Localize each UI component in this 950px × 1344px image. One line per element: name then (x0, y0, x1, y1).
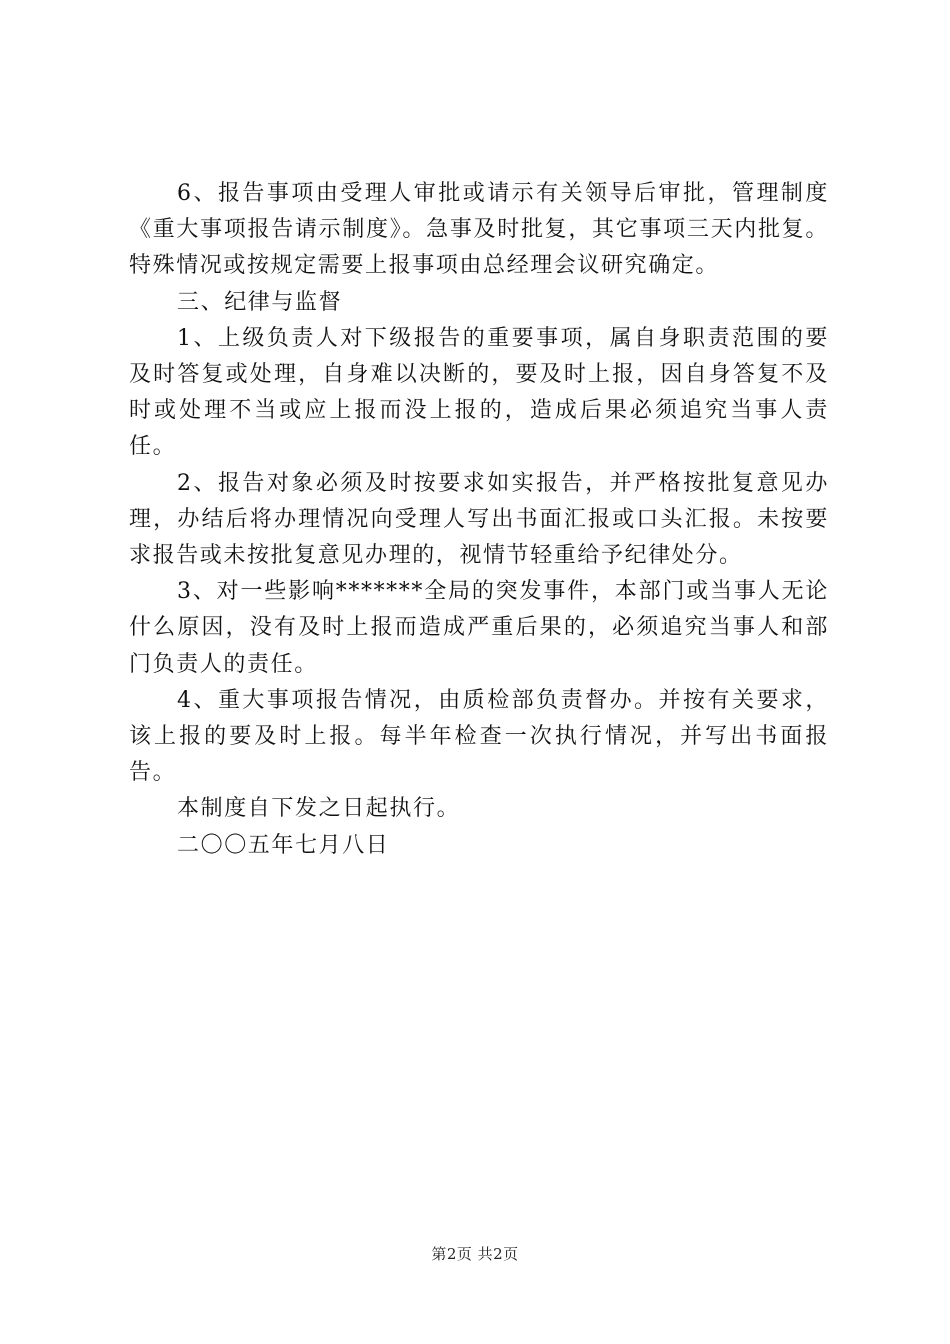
paragraph-discipline-2: 2、报告对象必须及时按要求如实报告，并严格按批复意见办理，办结后将办理情况向受理人写出书面汇报或口头汇报。未按要求报告或未按批复意见办理的，视情节轻重给予纪律处分。 (129, 470, 829, 569)
paragraph-discipline-4: 4、重大事项报告情况，由质检部负责督办。并按有关要求，该上报的要及时上报。每半年检查一次执行情况，并写出书面报告。 (129, 687, 829, 786)
document-body (129, 176, 829, 864)
paragraph-discipline-3: 3、对一些影响*******全局的突发事件，本部门或当事人无论什么原因，没有及时上报而造成严重后果的，必须追究当事人和部门负责人的责任。 (129, 579, 829, 677)
page-number-footer: 第2页 共2页 (431, 1245, 519, 1263)
paragraph-item-6-approval: 6、报告事项由受理人审批或请示有关领导后审批，管理制度《重大事项报告请示制度》。急事及时批复，其它事项三天内批复。特殊情况或按规定需要上报事项由总经理会议研究确定。 (129, 181, 829, 279)
document-date: 二〇〇五年七月八日 (177, 832, 390, 858)
paragraph-discipline-1: 1、上级负责人对下级报告的重要事项，属自身职责范围的要及时答复或处理，自身难以决断的，要及时上报，因自身答复不及时或处理不当或应上报而没上报的，造成后果必须追究当事人责任。 (129, 325, 829, 460)
paragraph-effective-statement: 本制度自下发之日起执行。 (177, 796, 461, 822)
section-heading-discipline: 三、纪律与监督 (177, 289, 343, 315)
